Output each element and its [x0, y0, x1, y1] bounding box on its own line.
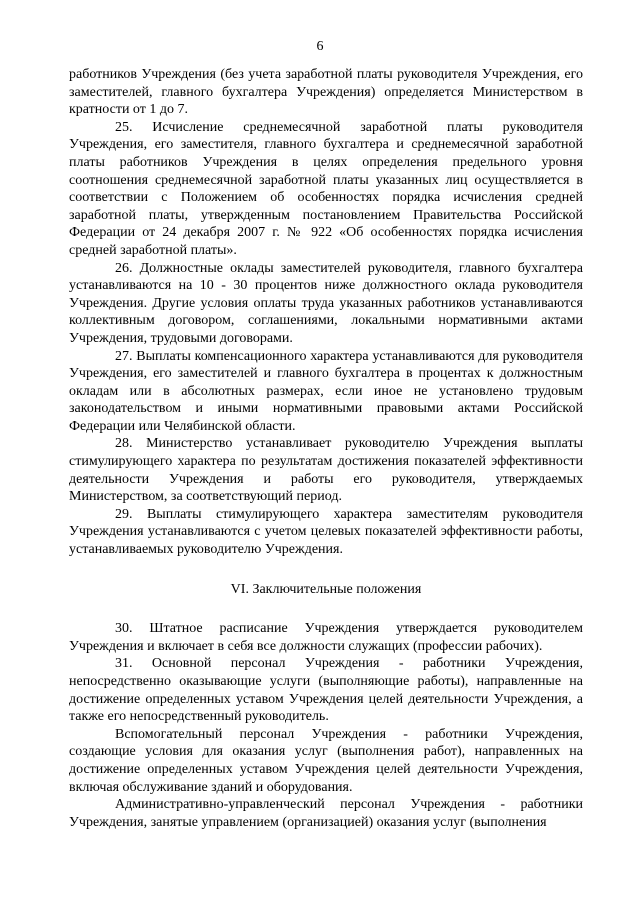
paragraph-25: 25. Исчисление среднемесячной заработной платы руководителя Учреждения, его заместителя, главного бухгалтера и среднемесячной заработной платы работников Учреждения в целях определения предельного уровня соотношения среднемесячной заработной платы указанных лиц осуществляется в соответствии с Положением об особенностях порядка исчисления средней заработной платы, утвержденным постановлением Правительства Российской Федерации от 24 декабря 2007 г. № 922 «Об особенностях порядка исчисления средней заработной платы». [69, 119, 583, 258]
paragraph-30: 30. Штатное расписание Учреждения утверждается руководителем Учреждения и включает в себя все должности служащих (профессии рабочих). [69, 621, 583, 654]
paragraph-31: 31. Основной персонал Учреждения - работники Учреждения, непосредственно оказывающие услуги (выполняющие работы), направленные на достижение определенных уставом Учреждения целей деятельности Учреждения, а также его непосредственный руководитель. [69, 656, 583, 725]
paragraph-26: 26. Должностные оклады заместителей руководителя, главного бухгалтера устанавливаются на 10 - 30 процентов ниже должностного оклада руководителя Учреждения. Другие условия оплаты труда указанных работников устанавливаются коллективным договором, соглашениями, локальными нормативными актами Учреждения, трудовыми договорами. [69, 260, 583, 346]
section-heading: VI. Заключительные положения [230, 581, 422, 597]
paragraph-auxiliary-staff: Вспомогательный персонал Учреждения - работники Учреждения, создающие условия для оказания услуг (выполнения работ), направленных на достижение определенных уставом Учреждения целей деятельности Учреждения, включая обслуживание зданий и оборудования. [69, 726, 583, 795]
document-body [69, 66, 583, 831]
paragraph-27: 27. Выплаты компенсационного характера устанавливаются для руководителя Учреждения, его заместителей и главного бухгалтера в процентах к должностным окладам или в абсолютных размерах, если иное не установлено трудовым законодательством и иными нормативными правовыми актами Российской Федерации или Челябинской области. [69, 348, 583, 434]
paragraph-29: 29. Выплаты стимулирующего характера заместителям руководителя Учреждения устанавливаются с учетом целевых показателей эффективности работы, устанавливаемых руководителю Учреждения. [69, 506, 583, 558]
paragraph-administrative-staff: Административно-управленческий персонал Учреждения - работники Учреждения, занятые управлением (организацией) оказания услуг (выполнения [69, 797, 583, 830]
page-number: 6 [316, 39, 324, 54]
paragraph-28: 28. Министерство устанавливает руководителю Учреждения выплаты стимулирующего характера по результатам достижения показателей эффективности деятельности Учреждения и работы его руководителя, утверждаемых Министерством, за соответствующий период. [69, 436, 583, 505]
paragraph-continuation: работников Учреждения (без учета заработной платы руководителя Учреждения, его заместителей, главного бухгалтера Учреждения) определяется Министерством в кратности от 1 до 7. [69, 67, 583, 118]
